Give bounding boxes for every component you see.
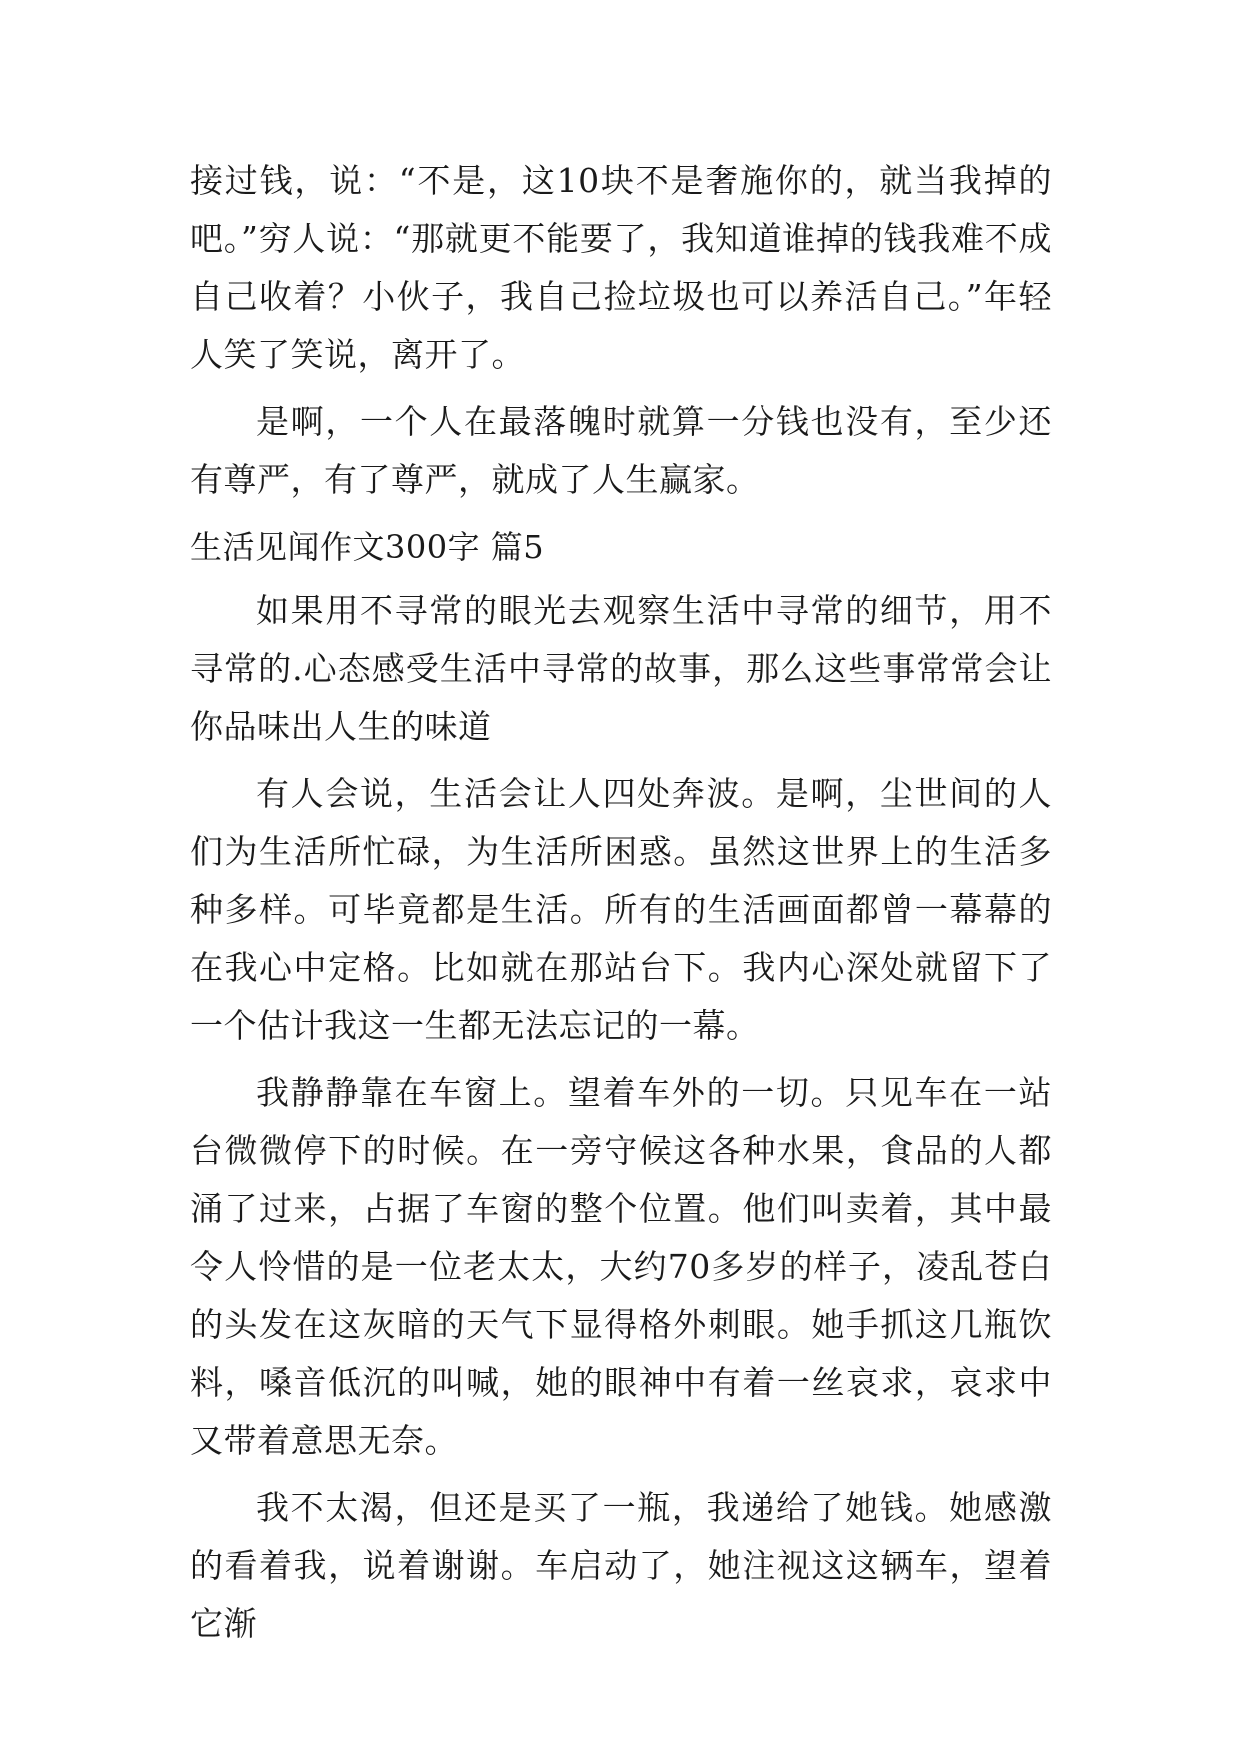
paragraph-purchase: 我不太渴，但还是买了一瓶，我递给了她钱。她感激的看着我，说着谢谢。车启动了，她注视这这辆车，望着它渐 (190, 1488, 1052, 1643)
paragraph-dignity: 是啊，一个人在最落魄时就算一分钱也没有，至少还有尊严，有了尊严，就成了人生赢家。 (190, 402, 1052, 499)
paragraph-intro: 如果用不寻常的眼光去观察生活中寻常的细节，用不寻常的.心态感受生活中寻常的故事，那么这些事常常会让你品味出人生的味道 (190, 591, 1052, 746)
paragraph-continued: 接过钱，说：“不是，这10块不是奢施你的，就当我掉的吧。”穷人说：“那就更不能要了，我知道谁掉的钱我难不成自己收着？小伙子，我自己捡垃圾也可以养活自己。”年轻人笑了笑说，离开了。 (190, 161, 1052, 374)
paragraph-life: 有人会说，生活会让人四处奔波。是啊，尘世间的人们为生活所忙碌，为生活所困惑。虽然这世界上的生活多种多样。可毕竟都是生活。所有的生活画面都曾一幕幕的在我心中定格。比如就在那站台下。我内心深处就留下了一个估计我这一生都无法忘记的一幕。 (190, 774, 1052, 1045)
paragraph-station: 我静静靠在车窗上。望着车外的一切。只见车在一站台微微停下的时候。在一旁守候这各种水果，食品的人都涌了过来，占据了车窗的整个位置。他们叫卖着，其中最令人怜惜的是一位老太太，大约70多岁的样子，凌乱苍白的头发在这灰暗的天气下显得格外刺眼。她手抓这几瓶饮料，嗓音低沉的叫喊，她的眼神中有着一丝哀求，哀求中又带着意思无奈。 (190, 1073, 1052, 1460)
document-page (190, 152, 1052, 1662)
section-heading: 生活见闻作文300字 篇5 (190, 528, 545, 566)
